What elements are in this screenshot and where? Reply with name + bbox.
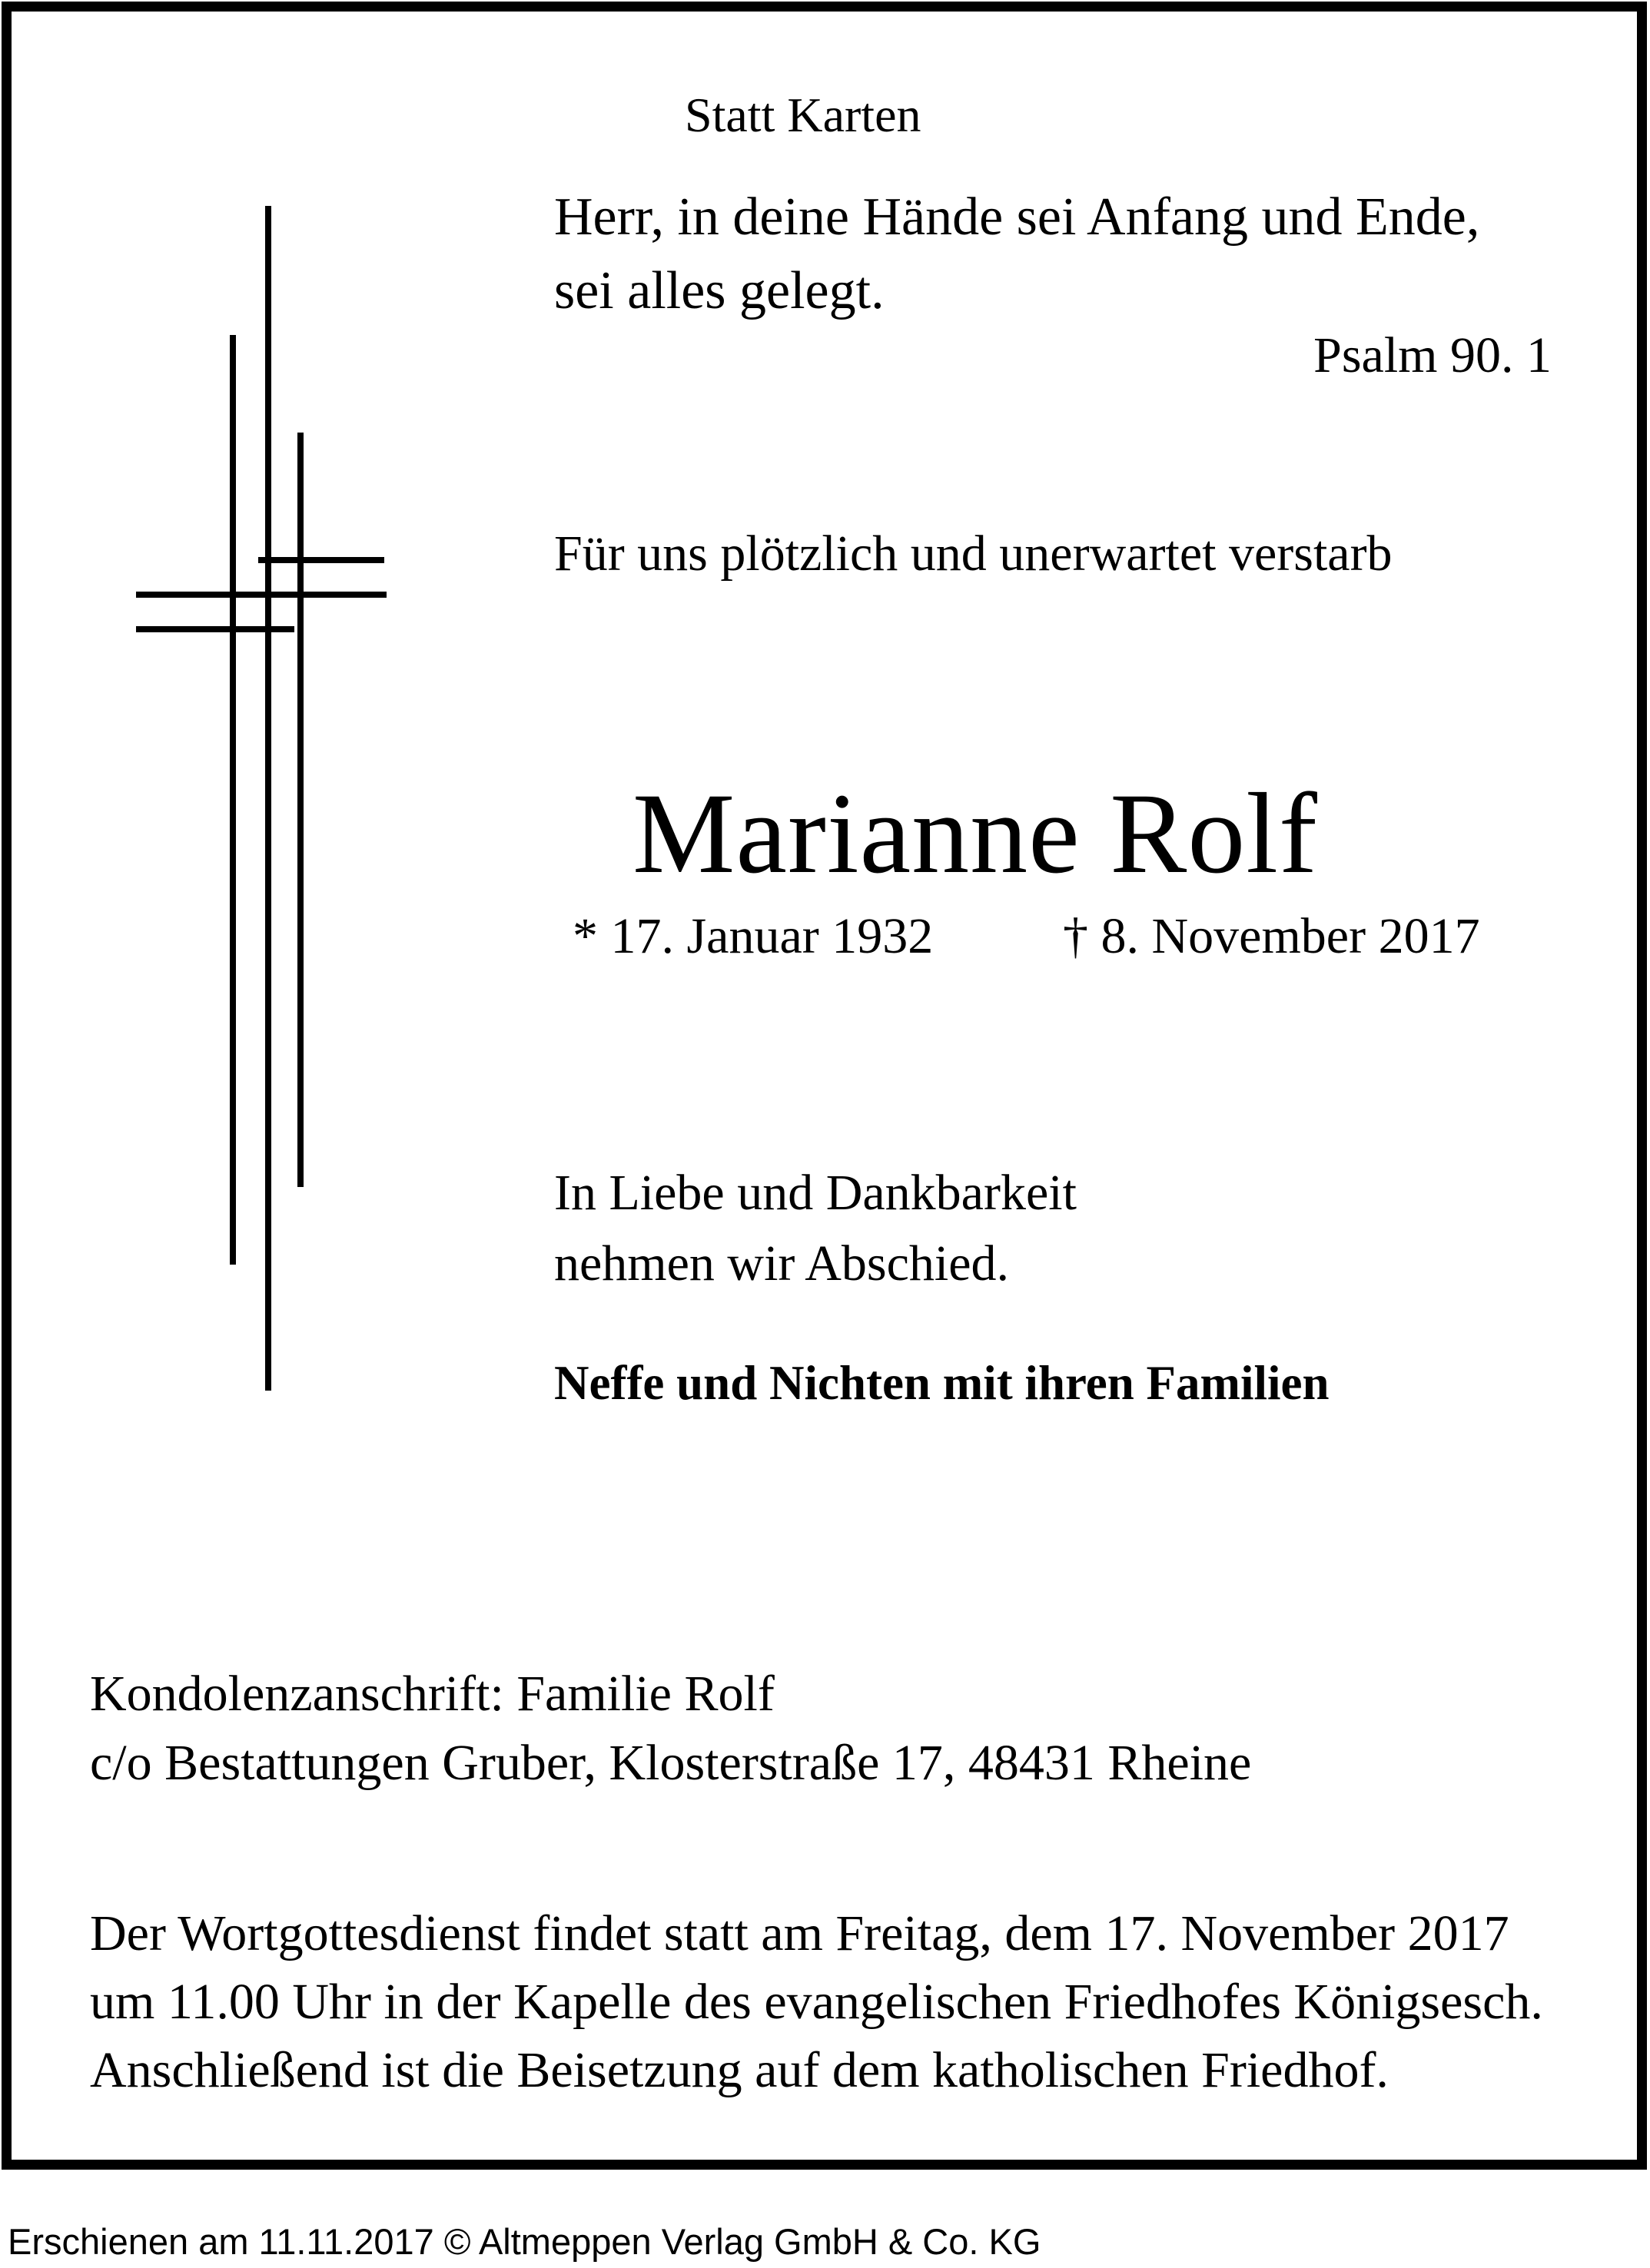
birth-date: * 17. Januar 1932 bbox=[573, 908, 934, 964]
service-line-3: Anschließend ist die Beisetzung auf dem katholischen Friedhof. bbox=[90, 2042, 1389, 2098]
service-line-1: Der Wortgottesdienst findet statt am Freitag, dem 17. November 2017 bbox=[90, 1905, 1509, 1961]
deceased-name: Marianne Rolf bbox=[632, 770, 1318, 897]
service-line-2: um 11.00 Uhr in der Kapelle des evangelischen Friedhofes Königsesch. bbox=[90, 1974, 1543, 2030]
verse-reference: Psalm 90. 1 bbox=[1313, 327, 1552, 383]
mourners-signature: Neffe und Nichten mit ihren Familien bbox=[554, 1356, 1330, 1410]
condolence-line-2: c/o Bestattungen Gruber, Klosterstraße 17, 48431 Rheine bbox=[90, 1735, 1252, 1791]
farewell-line-1: In Liebe und Dankbarkeit bbox=[554, 1165, 1077, 1221]
verse-line-1: Herr, in deine Hände sei Anfang und Ende, bbox=[554, 187, 1480, 247]
death-date: † 8. November 2017 bbox=[1063, 908, 1480, 964]
statt-karten-label: Statt Karten bbox=[685, 88, 921, 142]
condolence-line-1: Kondolenzanschrift: Familie Rolf bbox=[90, 1666, 775, 1722]
publication-footer: Erschienen am 11.11.2017 © Altmeppen Verlag GmbH & Co. KG bbox=[8, 2221, 1041, 2262]
farewell-line-2: nehmen wir Abschied. bbox=[554, 1235, 1010, 1292]
intro-text: Für uns plötzlich und unerwartet verstarb bbox=[554, 526, 1393, 582]
verse-line-2: sei alles gelegt. bbox=[554, 261, 885, 320]
